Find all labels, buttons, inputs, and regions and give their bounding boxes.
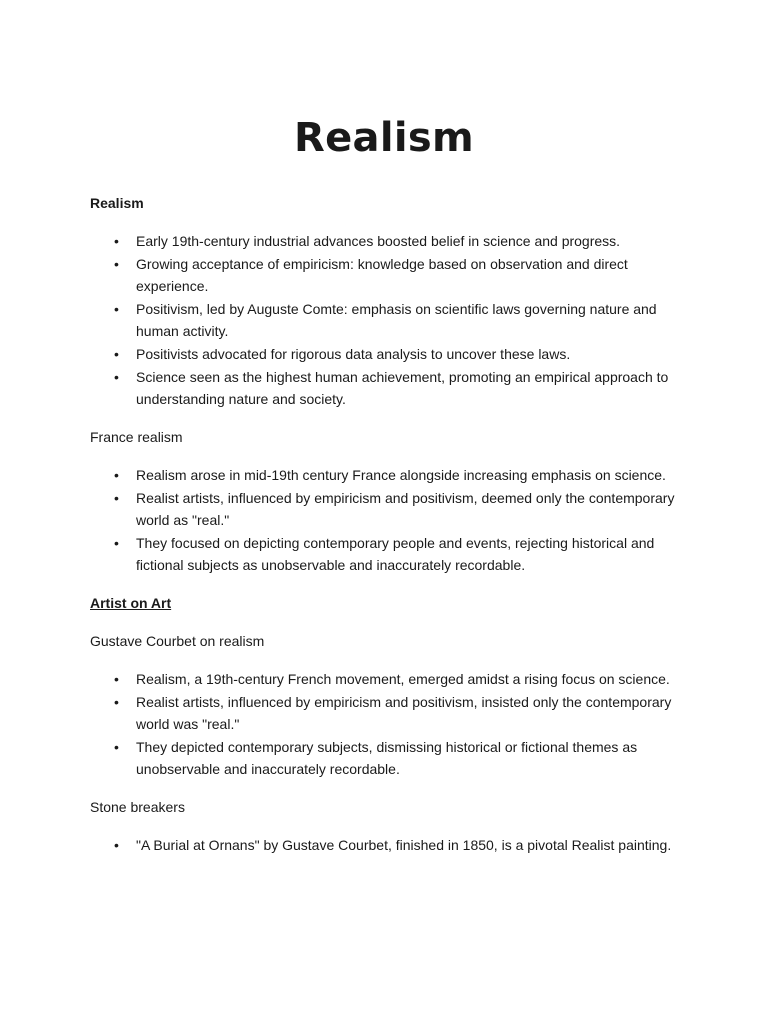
- list-item: • "A Burial at Ornans" by Gustave Courbet, finished in 1850, is a pivotal Realist painting.: [136, 834, 680, 856]
- list-item: • Realist artists, influenced by empiricism and positivism, deemed only the contemporary world as "real.": [136, 487, 680, 531]
- list-item: • They focused on depicting contemporary people and events, rejecting historical and fictional subjects as unobservable and inaccurately recordable.: [136, 532, 680, 576]
- document-page: [90, 110, 680, 872]
- list-item: • Realism arose in mid-19th century France alongside increasing emphasis on science.: [136, 464, 680, 486]
- list-item: • They depicted contemporary subjects, dismissing historical or fictional themes as unobservable and inaccurately recordable.: [136, 736, 680, 780]
- document-title: Realism: [294, 115, 474, 161]
- section-heading-artist-on-art: Artist on Art: [90, 595, 172, 611]
- bullet-list-france-realism: [90, 464, 680, 576]
- list-item: • Early 19th-century industrial advances boosted belief in science and progress.: [136, 230, 680, 252]
- list-item: • Positivism, led by Auguste Comte: emphasis on scientific laws governing nature and human activity.: [136, 298, 680, 342]
- list-item: • Positivists advocated for rigorous data analysis to uncover these laws.: [136, 343, 680, 365]
- list-item: • Realism, a 19th-century French movement, emerged amidst a rising focus on science.: [136, 668, 680, 690]
- section-heading-stone-breakers: Stone breakers: [90, 799, 185, 815]
- list-item: • Growing acceptance of empiricism: knowledge based on observation and direct experience.: [136, 253, 680, 297]
- bullet-list-stone-breakers: [90, 834, 680, 856]
- list-item: • Science seen as the highest human achievement, promoting an empirical approach to understanding nature and society.: [136, 366, 680, 410]
- bullet-list-realism: [90, 230, 680, 410]
- list-item: • Realist artists, influenced by empiricism and positivism, insisted only the contemporary world was "real.": [136, 691, 680, 735]
- section-heading-courbet: Gustave Courbet on realism: [90, 633, 265, 649]
- section-heading-france-realism: France realism: [90, 429, 183, 445]
- section-heading-realism: Realism: [90, 195, 144, 211]
- bullet-list-courbet: [90, 668, 680, 780]
